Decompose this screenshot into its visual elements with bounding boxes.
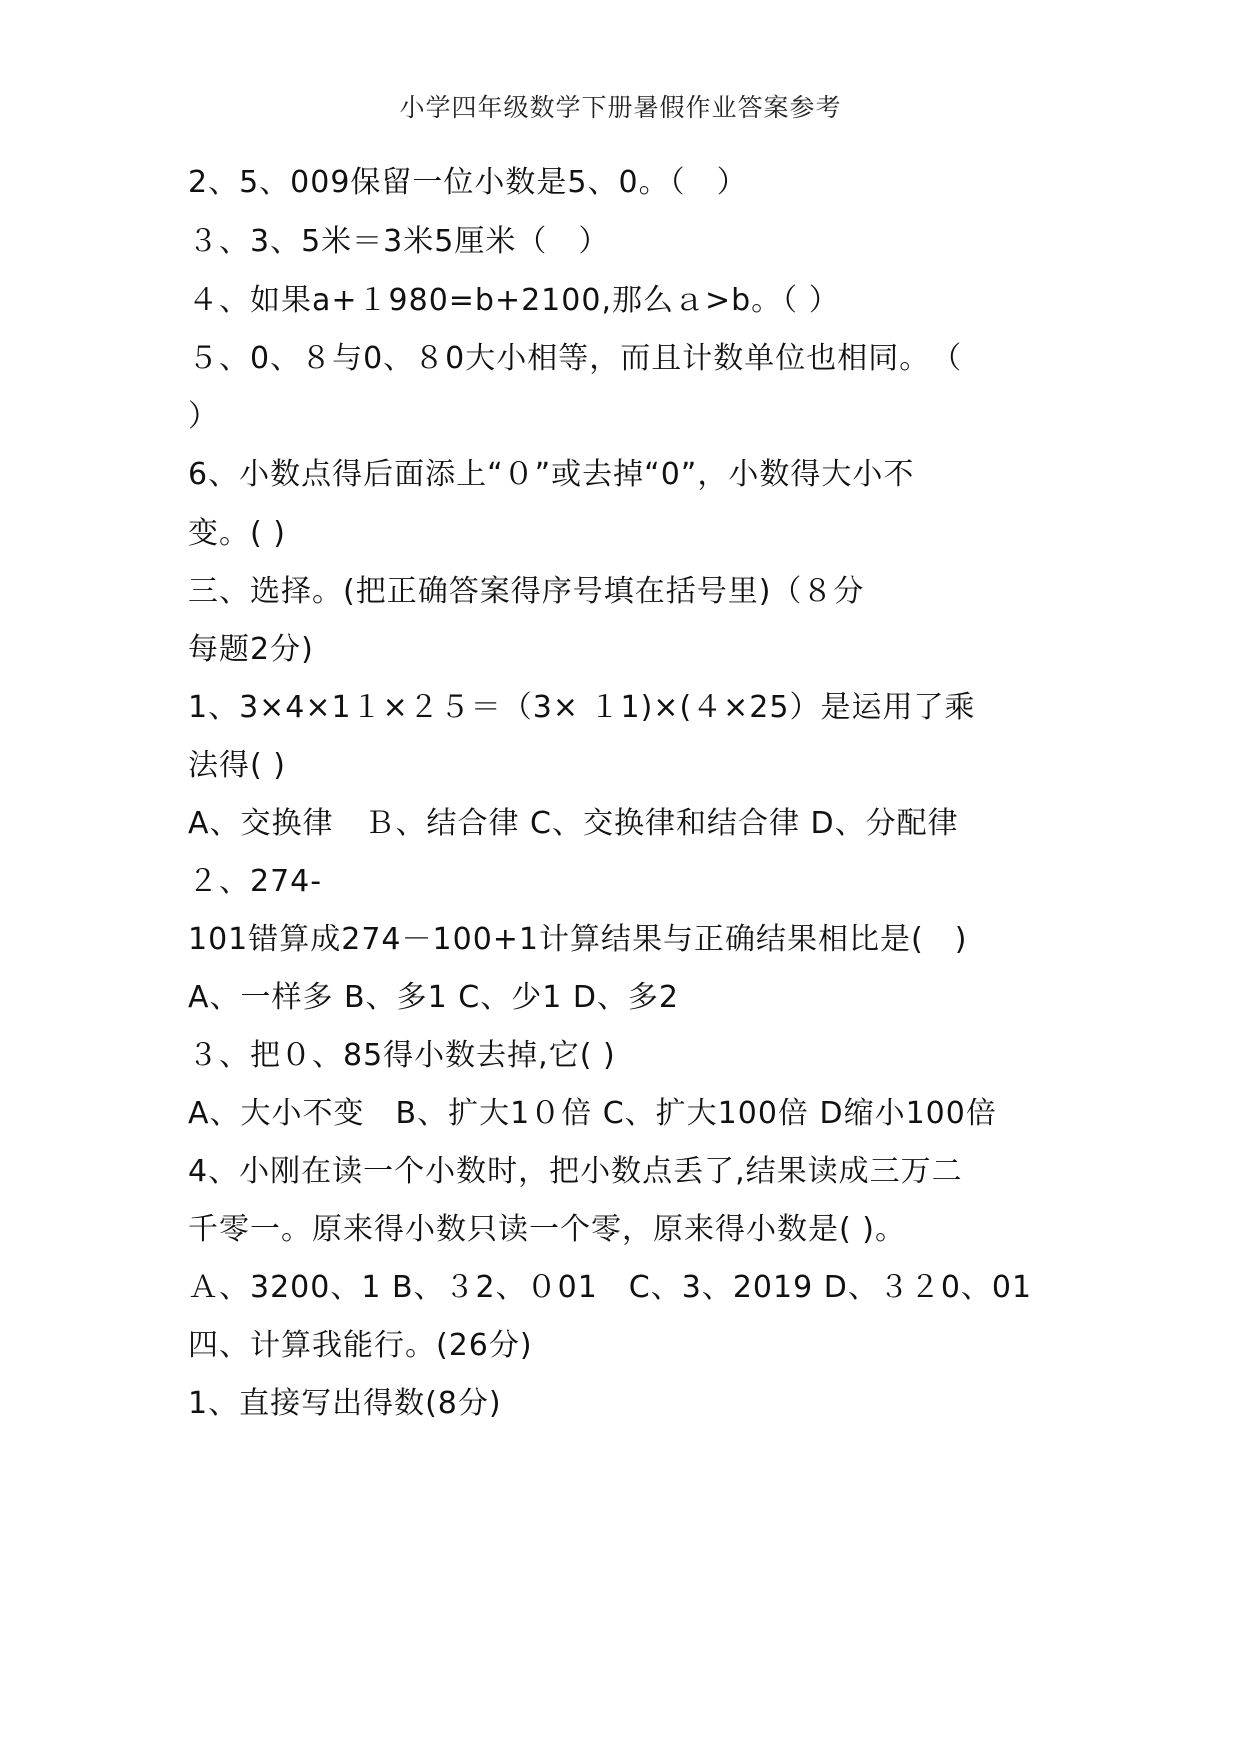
- text-line-calculation-1: 1、直接写出得数(8分): [188, 1386, 502, 1421]
- text-line-true-false-3: ３、3、5米＝3米5厘米（ ）: [188, 224, 610, 259]
- text-line-choice-4: 4、小刚在读一个小数时，把小数点丢了,结果读成三万二: [188, 1154, 963, 1189]
- text-line-choice-3: ３、把０、85得小数去掉,它( ): [188, 1038, 616, 1073]
- text-line-choice-1-options: A、交换律 Ｂ、结合律 C、交换律和结合律 D、分配律: [188, 806, 959, 841]
- page-header-title: 小学四年级数学下册暑假作业答案参考: [399, 93, 842, 122]
- text-line-true-false-2: 2、5、009保留一位小数是5、0。（ ）: [188, 165, 748, 200]
- text-line-true-false-5: ５、0、８与0、８0大小相等，而且计数单位也相同。 （: [188, 341, 963, 376]
- text-line-choice-4-options: Ａ、3200、1 B、３2、０01 C、3、2019 D、３２0、01: [188, 1270, 1033, 1305]
- section-heading-choice: 三、选择。(把正确答案得序号填在括号里)（８分: [188, 574, 865, 609]
- text-line-choice-2-options: A、一样多 B、多1 C、少1 D、多2: [188, 980, 680, 1015]
- text-line-true-false-4: ４、如果a+１980=b+2100,那么ａ>b。（ ）: [188, 283, 840, 318]
- text-line-choice-3-options: A、大小不变 B、扩大1０倍 C、扩大100倍 D缩小100倍: [188, 1096, 997, 1131]
- text-line-choice-1: 1、3×4×1１×２５＝（3× １1)×(４×25）是运用了乘: [188, 690, 976, 725]
- section-heading-choice-cont: 每题2分): [188, 632, 314, 667]
- section-heading-calculation: 四、计算我能行。(26分): [188, 1328, 533, 1363]
- text-line-choice-1-cont: 法得( ): [188, 748, 286, 783]
- text-line-true-false-6-cont: 变。( ): [188, 516, 286, 551]
- text-line-true-false-5-cont: ）: [188, 399, 219, 434]
- text-line-true-false-6: 6、小数点得后面添上“０”或去掉“0”，小数得大小不: [188, 457, 915, 492]
- text-line-choice-4-cont: 千零一。原来得小数只读一个零，原来得小数是( )。: [188, 1212, 906, 1247]
- text-line-choice-2-cont: 101错算成274－100+1计算结果与正确结果相比是( ): [188, 922, 968, 957]
- text-line-choice-2: ２、274-: [188, 864, 323, 899]
